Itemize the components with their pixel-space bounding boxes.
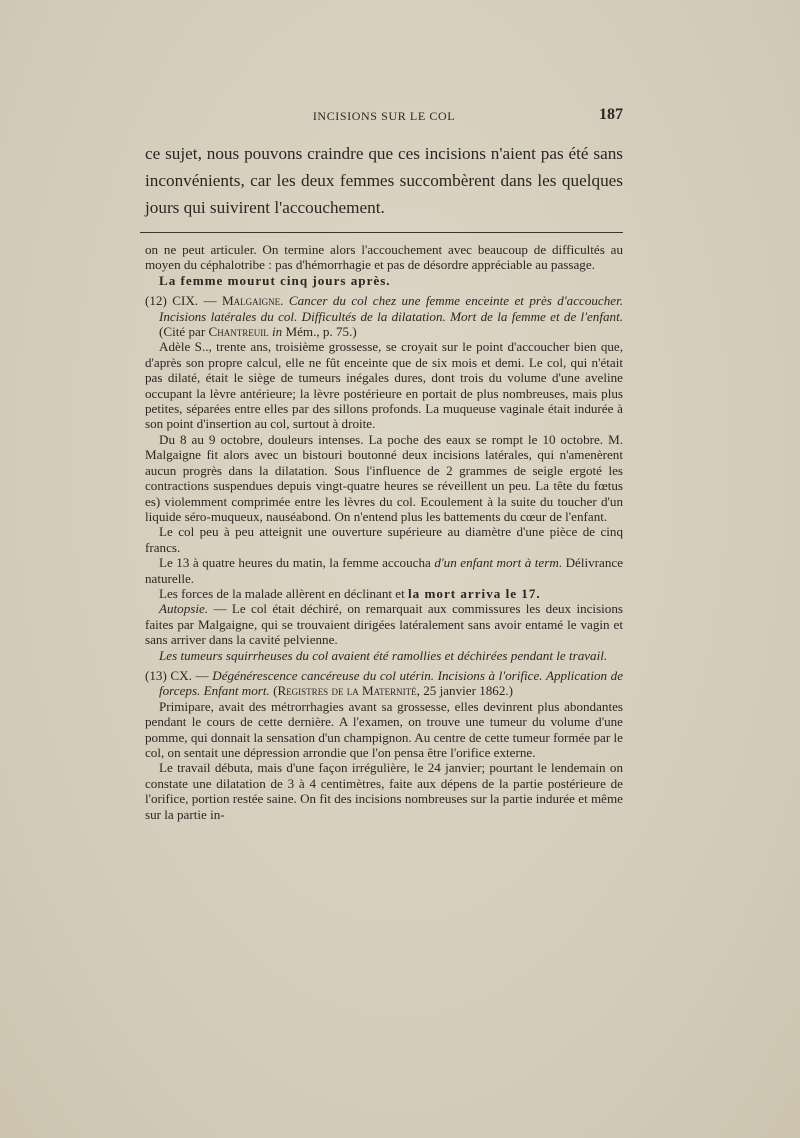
- case-title: Dégénérescence cancéreuse du col utérin. Incisions à l'orifice. Application de forceps. Enfant mort.: [159, 667, 624, 699]
- bold-run: la mort arriva le 17.: [408, 585, 541, 601]
- page-number: 187: [599, 106, 623, 123]
- case-13-heading: [145, 668, 623, 699]
- case-paragraph: Adèle S.., trente ans, troisième grossesse, se croyait sur le point d'accoucher bien que, d'après son propre calcul, elle ne fût enceinte que de six mois et demi. Le col, qui n'était pas dilaté, était le siège de tumeurs inégales dures, dont trois du volume d'une aveline occupant la lèvre antérieure; la lèvre postérieure en portait de plus nombreuses, mais plus petites, séparées entre elles par des sillons profonds. La muqueuse vaginale était indurée à son point d'insertion au col, surtout à droite.: [145, 339, 623, 432]
- main-paragraph: ce sujet, nous pouvons craindre que ces incisions n'aient pas été sans inconvénients, car les deux femmes succombèrent dans les quelques jours qui suivirent l'accouchement.: [145, 144, 623, 217]
- italic-run: d'un enfant mort à term: [434, 555, 559, 571]
- case-paragraph: [145, 586, 623, 601]
- note-paragraph: on ne peut articuler. On termine alors l'accouchement avec beaucoup de difficultés au moyen du céphalotribe : pas d'hémorrhagie et pas de désordre appréciable au passage.: [145, 242, 623, 273]
- page-header: [145, 106, 623, 126]
- citation-prefix: (Cité par: [159, 324, 206, 340]
- separator-rule: [140, 232, 623, 233]
- case-paragraph: Le travail débuta, mais d'une façon irrégulière, le 24 janvier; pourtant le lendemain on constate une dilatation de 3 à 4 centimètres, faite aux dépens de la partie postérieure de l'orifice, portion restée saine. On fit des incisions nombreuses sur la partie indurée et même sur la partie in-: [145, 760, 623, 822]
- case-12-heading: [145, 293, 623, 339]
- case-paragraph: Le col peu à peu atteignit une ouverture supérieure au diamètre d'une pièce de cinq francs.: [145, 524, 623, 555]
- running-head: INCISIONS SUR LE COL: [312, 109, 456, 123]
- source-date: 25 janvier 1862.): [423, 683, 514, 699]
- text-run: Le 13 à quatre heures du matin, la femme accoucha: [159, 555, 431, 571]
- case-paragraph: [145, 555, 623, 586]
- case-number: (12) CIX. —: [145, 293, 217, 309]
- source-name: (Registres de la Maternité,: [273, 683, 420, 699]
- case-author: Malgaigne.: [222, 293, 284, 309]
- citation-suffix: Mém., p. 75.): [285, 324, 357, 340]
- citation-in: in: [271, 324, 283, 340]
- autopsy-paragraph: [145, 601, 623, 647]
- death-statement: La femme mourut cinq jours après.: [159, 272, 391, 288]
- citation-author: Chantreuil: [208, 324, 269, 340]
- footnote-section: [145, 242, 623, 822]
- case-paragraph: Du 8 au 9 octobre, douleurs intenses. La poche des eaux se rompt le 10 octobre. M. Malgaigne fit alors avec un bistouri boutonné deux incisions latérales, qui n'amenèrent aucun progrès dans la dilatation. Sous l'influence de 2 grammes de seigle ergoté les contractions suspendues depuis vingt-quatre heures se réveillent un peu. La tête du fœtus es) violemment comprimée entre les lèvres du col. Ecoulement à la suite du toucher d'un liquide séro-muqueux, nauséabond. On n'entend plus les battements du cœur de l'enfant.: [145, 431, 623, 524]
- main-text: [145, 140, 623, 221]
- autopsy-label: Autopsie.: [159, 601, 209, 617]
- case-title: Cancer du col chez une femme enceinte et près d'accoucher. Incisions latérales du col. Difficultés de la dilatation. Mort de la femme et de l'enfant.: [159, 293, 624, 324]
- note-conclusion: [145, 273, 623, 288]
- autopsy-text: — Le col était déchiré, on remarquait aux commissures les deux incisions faites par Malgaigne, qui se trouvaient dirigées latéralement sans avoir entamé le vagin et sans arriver dans la cavité pelvienne.: [145, 601, 623, 648]
- case-paragraph: [145, 648, 623, 663]
- text-run: Les forces de la malade allèrent en déclinant et: [159, 585, 405, 601]
- case-number: (13) CX. —: [145, 667, 209, 683]
- italic-run: Les tumeurs squirrheuses du col avaient été ramollies et déchirées pendant le travail.: [159, 647, 608, 663]
- case-paragraph: Primipare, avait des métrorrhagies avant sa grossesse, elles devinrent plus abondantes pendant le cours de cette dernière. A l'examen, on trouve une tumeur du volume d'une pomme, qui donnait la sensation d'un champignon. Au centre de cette tumeur formée par le col, on sentait une dépression arrondie que l'on pensa être l'orifice externe.: [145, 698, 623, 760]
- text-run: . Délivrance naturelle.: [145, 555, 624, 586]
